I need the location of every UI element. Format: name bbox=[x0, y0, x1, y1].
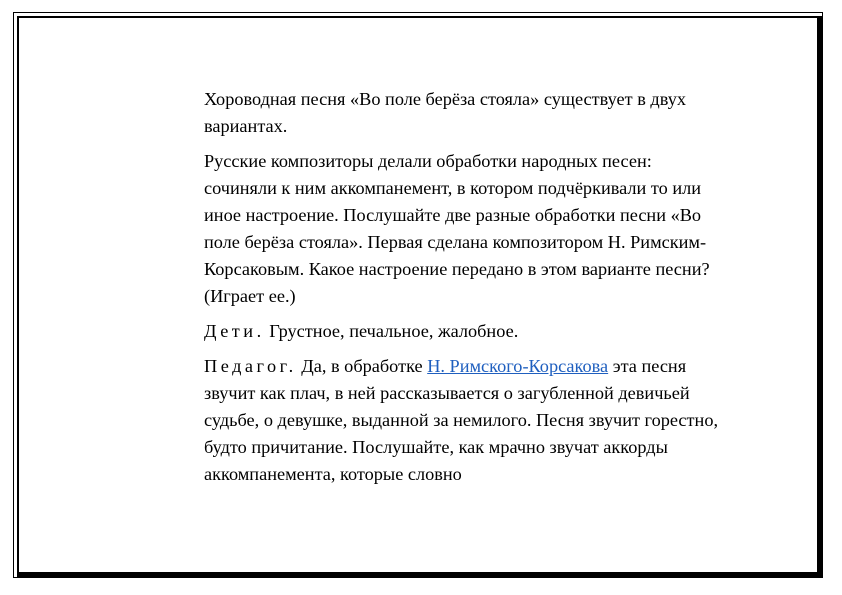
paragraph-children-answer bbox=[204, 318, 724, 345]
paragraph-composers: Русские композиторы делали обработки народных песен: сочиняли к ним аккомпанемент, в котором подчёркивали то или иное настроение. Послушайте две разные обработки песни «Во поле берёза стояла». Первая сделана композитором Н. Римским-Корсаковым. Какое настроение передано в этом варианте песни? (Играет ее.) bbox=[204, 151, 710, 306]
teacher-text-after-link: эта песня звучит как плач, в ней рассказывается о загубленной девичьей судьбе, о девушке, выданной за немилого. Песня звучит горестно, будто причитание. Послушайте, как мрачно звучат аккорды аккомпанемента, которые словно bbox=[204, 356, 719, 484]
paragraph-teacher bbox=[204, 353, 724, 488]
children-answer-text: Грустное, печальное, жалобное. bbox=[264, 321, 519, 341]
document-body bbox=[204, 86, 724, 496]
teacher-text-before-link: Да, в обработке bbox=[296, 356, 428, 376]
speaker-teacher: Педагог. bbox=[204, 356, 297, 376]
rimsky-korsakov-link[interactable]: Н. Римского-Корсакова bbox=[427, 356, 609, 376]
paragraph-intro: Хороводная песня «Во поле берёза стояла» существует в двух вариантах. bbox=[204, 89, 687, 136]
speaker-children: Дети. bbox=[204, 321, 265, 341]
